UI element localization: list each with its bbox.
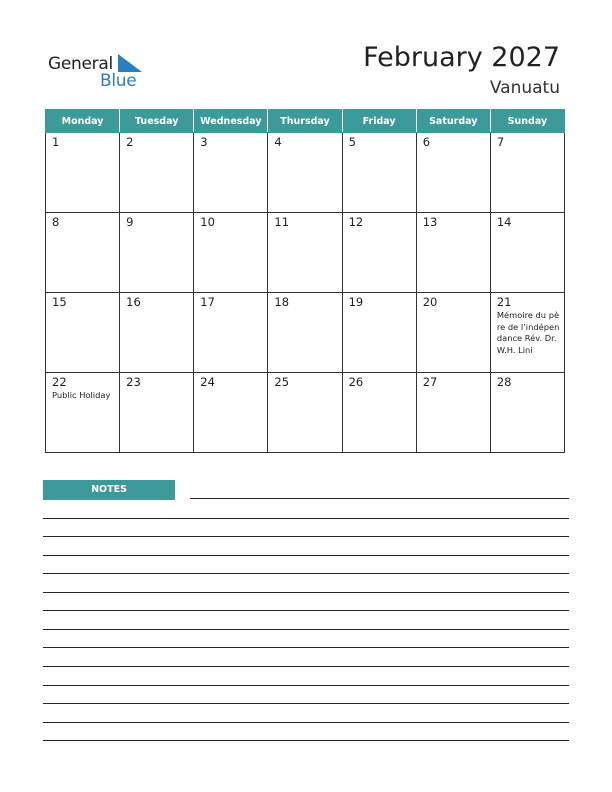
notes-line xyxy=(43,629,569,630)
notes-line xyxy=(43,555,569,556)
day-cell xyxy=(120,373,194,453)
day-number: 25 xyxy=(274,375,290,389)
notes-line xyxy=(43,610,569,611)
day-number: 21 xyxy=(496,295,512,309)
weekday-tuesday: Tuesday xyxy=(120,110,194,133)
day-cell xyxy=(268,373,342,453)
weekday-header-row xyxy=(46,110,565,133)
day-cell xyxy=(416,213,490,293)
day-number: 3 xyxy=(200,135,208,149)
holiday-label: Mémoire du père de l’indépendance Rév. Dr. W.H. Lini xyxy=(496,310,560,355)
day-cell xyxy=(342,293,416,373)
weekday-monday: Monday xyxy=(46,110,120,133)
day-cell xyxy=(342,373,416,453)
notes-line xyxy=(43,740,569,741)
day-cell xyxy=(268,293,342,373)
day-number: 22 xyxy=(52,375,67,389)
day-cell xyxy=(120,133,194,213)
week-row xyxy=(46,293,565,373)
day-number: 7 xyxy=(496,135,505,149)
day-number: 20 xyxy=(422,295,438,309)
notes-line xyxy=(43,647,569,648)
notes-line xyxy=(190,498,569,499)
logo xyxy=(48,52,158,92)
day-number: 28 xyxy=(496,375,512,389)
day-number: 19 xyxy=(348,295,364,309)
day-number: 23 xyxy=(126,375,141,389)
day-number: 15 xyxy=(52,295,67,309)
weekday-saturday: Saturday xyxy=(416,110,490,133)
day-cell xyxy=(490,373,564,453)
week-row xyxy=(46,133,565,213)
page-title: February 2027 xyxy=(363,42,560,73)
logo-triangle-icon xyxy=(118,54,142,72)
week-row xyxy=(46,373,565,453)
day-cell xyxy=(194,293,268,373)
notes-line xyxy=(43,685,569,686)
day-number: 10 xyxy=(200,215,215,229)
day-number: 18 xyxy=(274,295,290,309)
day-number: 2 xyxy=(126,135,134,149)
day-number: 4 xyxy=(274,135,282,149)
day-number: 9 xyxy=(126,215,134,229)
day-cell xyxy=(416,293,490,373)
day-cell xyxy=(268,213,342,293)
day-number: 12 xyxy=(348,215,364,229)
day-number: 16 xyxy=(126,295,141,309)
logo-general-text: General xyxy=(48,54,113,74)
holiday-label: Public Holiday xyxy=(52,390,111,400)
day-number: 13 xyxy=(422,215,438,229)
day-cell xyxy=(342,133,416,213)
day-number: 11 xyxy=(274,215,290,229)
day-cell xyxy=(416,133,490,213)
day-number: 24 xyxy=(200,375,215,389)
notes-label: NOTES xyxy=(43,480,175,500)
notes-line xyxy=(43,722,569,723)
notes-line xyxy=(43,592,569,593)
notes-line xyxy=(43,703,569,704)
notes-line xyxy=(43,573,569,574)
logo-blue-text: Blue xyxy=(100,71,137,91)
day-cell xyxy=(342,213,416,293)
day-cell xyxy=(490,293,564,373)
notes-line xyxy=(43,666,569,667)
day-cell xyxy=(194,133,268,213)
day-number: 14 xyxy=(496,215,512,229)
day-cell xyxy=(120,213,194,293)
day-number: 26 xyxy=(348,375,364,389)
day-number: 1 xyxy=(52,135,60,149)
day-cell xyxy=(194,373,268,453)
weekday-sunday: Sunday xyxy=(490,110,564,133)
weekday-thursday: Thursday xyxy=(268,110,342,133)
weekday-wednesday: Wednesday xyxy=(194,110,268,133)
day-number: 27 xyxy=(422,375,438,389)
day-cell xyxy=(416,373,490,453)
day-number: 5 xyxy=(348,135,356,149)
day-cell xyxy=(268,133,342,213)
day-cell xyxy=(194,213,268,293)
day-cell xyxy=(46,373,120,453)
day-cell xyxy=(46,213,120,293)
day-number: 8 xyxy=(52,215,60,229)
day-number: 17 xyxy=(200,295,215,309)
calendar-grid xyxy=(45,109,565,453)
week-row xyxy=(46,213,565,293)
day-cell xyxy=(490,133,564,213)
day-cell xyxy=(490,213,564,293)
day-cell xyxy=(46,293,120,373)
notes-line xyxy=(43,536,569,537)
day-cell xyxy=(120,293,194,373)
day-cell xyxy=(46,133,120,213)
day-number: 6 xyxy=(422,135,431,149)
page-subtitle: Vanuatu xyxy=(489,78,560,98)
notes-line xyxy=(43,518,569,519)
weekday-friday: Friday xyxy=(342,110,416,133)
